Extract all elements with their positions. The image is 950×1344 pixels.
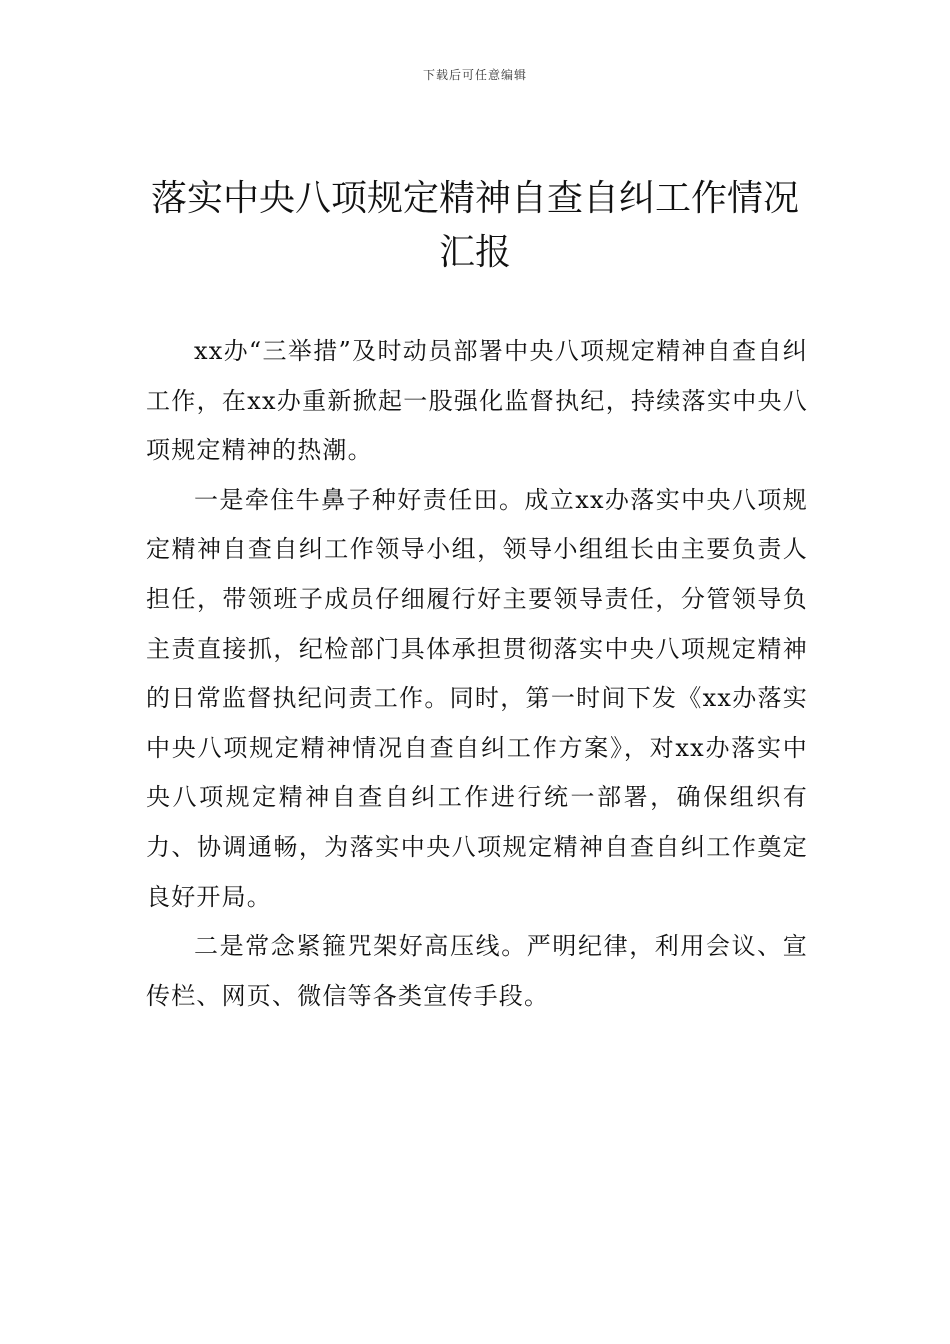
document-title-line-2: 汇报 xyxy=(438,232,511,273)
paragraph-2: 一是牵住牛鼻子种好责任田。成立xx办落实中央八项规定精神自查自纠工作领导小组，领导小组组长由主要负责人担任，带领班子成员仔细履行好主要领导责任，分管领导负主责直接抓，纪检部门具体承担贯彻落实中央八项规定精神的日常监督执纪问责工作。同时，第一时间下发《xx办落实中央八项规定精神情况自查自纠工作方案》，对xx办落实中央八项规定精神自查自纠工作进行统一部署，确保组织有力、协调通畅，为落实中央八项规定精神自查自纠工作奠定良好开局。 xyxy=(146,485,808,911)
paragraph-1: xx办“三举措”及时动员部署中央八项规定精神自查自纠工作，在xx办重新掀起一股强化监督执纪，持续落实中央八项规定精神的热潮。 xyxy=(146,337,808,465)
document-title xyxy=(120,172,830,280)
paragraph-3: 二是常念紧箍咒架好高压线。严明纪律，利用会议、宣传栏、网页、微信等各类宣传手段。 xyxy=(146,932,808,1010)
document-title-line-1: 落实中央八项规定精神自查自纠工作情况 xyxy=(150,178,799,219)
header-note: 下载后可任意编辑 xyxy=(422,68,527,82)
document-body xyxy=(146,327,808,1021)
